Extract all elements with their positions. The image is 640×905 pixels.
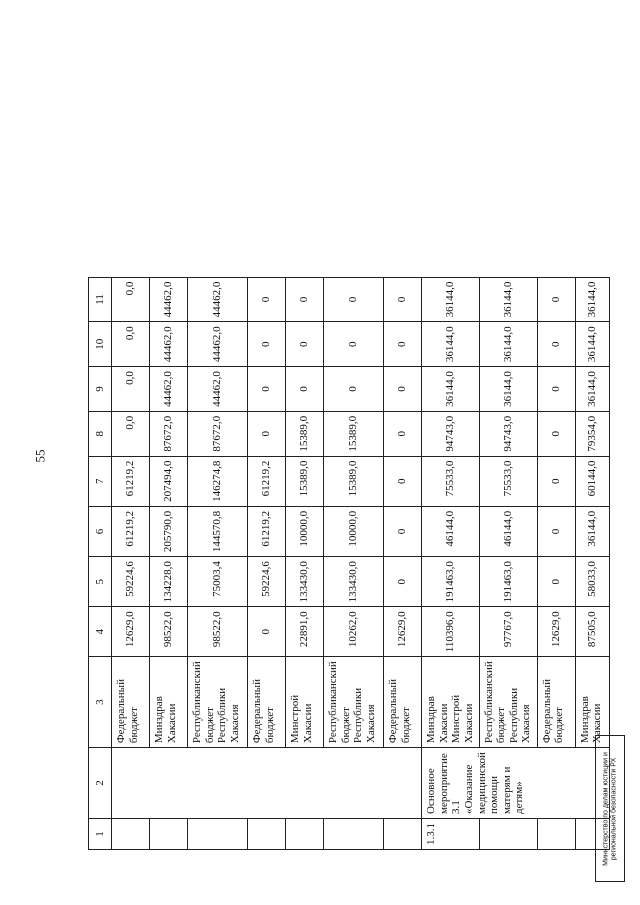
value-cell: 46144,0 [422,506,480,556]
value-cell: 0 [384,456,422,506]
value-cell: 0 [384,557,422,607]
value-cell: 15389,0 [324,411,384,456]
value-cell: 87672,0 [150,411,188,456]
value-cell: 36144,0 [422,322,480,367]
value-cell: 191463,0 [479,557,537,607]
value-cell: 46144,0 [479,506,537,556]
header-cell: 6 [89,506,112,556]
value-cell: 110396,0 [422,607,480,657]
value-cell: 133430,0 [324,557,384,607]
value-cell: 59224,6 [248,557,286,607]
budget-table [88,277,610,850]
row-number-cell [324,819,384,850]
value-cell: 61219,2 [248,456,286,506]
value-cell: 36144,0 [479,277,537,322]
value-cell: 60144,0 [575,456,609,506]
value-cell: 87672,0 [188,411,248,456]
value-cell: 133430,0 [286,557,324,607]
source-cell: Минздрав Хакасии [150,657,188,748]
source-cell: Минстрой Хакасии [286,657,324,748]
source-cell: Минздрав Хакасии [575,657,609,748]
source-cell: Республиканский бюджет Республики Хакасия [324,657,384,748]
table-body [89,277,610,849]
value-cell: 61219,2 [248,506,286,556]
value-cell: 44462,0 [188,277,248,322]
value-cell: 0 [286,322,324,367]
value-cell: 94743,0 [422,411,480,456]
value-cell: 0 [384,411,422,456]
row-number-cell [188,819,248,850]
value-cell: 0 [537,557,575,607]
value-cell: 94743,0 [479,411,537,456]
table-row [422,277,480,849]
value-cell: 0 [537,277,575,322]
value-cell: 44462,0 [150,277,188,322]
value-cell: 146274,8 [188,456,248,506]
value-cell: 58033,0 [575,557,609,607]
value-cell: 36144,0 [575,506,609,556]
header-cell: 11 [89,277,112,322]
value-cell: 0 [286,277,324,322]
source-cell: Республиканский бюджет Республики Хакасия [479,657,537,748]
header-cell: 7 [89,456,112,506]
value-cell: 205790,0 [150,506,188,556]
value-cell: 36144,0 [575,367,609,412]
value-cell: 0 [537,367,575,412]
value-cell: 191463,0 [422,557,480,607]
stamp-text: Министерство по делам юстиции и региональной безопасности РХ [602,751,617,866]
measure-cell [112,748,422,819]
value-cell: 134228,0 [150,557,188,607]
value-cell: 22891,0 [286,607,324,657]
row-number-cell [150,819,188,850]
value-cell: 0 [384,506,422,556]
value-cell: 97767,0 [479,607,537,657]
value-cell: 0 [384,277,422,322]
row-number-cell [286,819,324,850]
registration-stamp [595,735,625,882]
value-cell: 0 [248,322,286,367]
value-cell: 0 [324,367,384,412]
value-cell: 0 [384,367,422,412]
value-cell: 36144,0 [422,277,480,322]
value-cell: 0 [248,277,286,322]
header-cell: 8 [89,411,112,456]
row-number-cell [479,819,537,850]
value-cell: 15389,0 [286,411,324,456]
header-row [89,277,112,849]
header-cell: 3 [89,657,112,748]
value-cell: 10262,0 [324,607,384,657]
table-row [112,277,150,849]
source-cell: Федеральный бюджет [384,657,422,748]
value-cell: 0 [537,456,575,506]
value-cell: 75533,0 [479,456,537,506]
value-cell: 79354,0 [575,411,609,456]
value-cell: 61219,2 [112,506,150,556]
header-cell: 10 [89,322,112,367]
value-cell: 44462,0 [150,322,188,367]
header-cell: 2 [89,748,112,819]
value-cell: 59224,6 [112,557,150,607]
value-cell: 0 [286,367,324,412]
row-number-cell [537,819,575,850]
value-cell: 61219,2 [112,456,150,506]
value-cell: 0 [248,607,286,657]
value-cell: 12629,0 [537,607,575,657]
row-number-cell [248,819,286,850]
value-cell: 10000,0 [286,506,324,556]
header-cell: 9 [89,367,112,412]
header-cell: 5 [89,557,112,607]
value-cell: 0 [248,411,286,456]
value-cell: 44462,0 [150,367,188,412]
value-cell: 0,0 [112,367,150,412]
value-cell: 12629,0 [384,607,422,657]
value-cell: 36144,0 [575,322,609,367]
header-cell: 4 [89,607,112,657]
row-number-cell [112,819,150,850]
value-cell: 15389,0 [324,456,384,506]
value-cell: 10000,0 [324,506,384,556]
value-cell: 36144,0 [479,322,537,367]
row-number-cell [384,819,422,850]
value-cell: 0 [248,367,286,412]
value-cell: 15389,0 [286,456,324,506]
value-cell: 0,0 [112,322,150,367]
measure-cell: Основное мероприятие 3.1 «Оказание медицинской помощи матерям и детям» [422,748,610,819]
value-cell: 0,0 [112,411,150,456]
value-cell: 12629,0 [112,607,150,657]
value-cell: 36144,0 [575,277,609,322]
value-cell: 36144,0 [422,367,480,412]
source-cell: Минздрав Хакасии Минстрой Хакасии [422,657,480,748]
value-cell: 207494,0 [150,456,188,506]
value-cell: 0 [324,277,384,322]
value-cell: 0,0 [112,277,150,322]
value-cell: 0 [537,506,575,556]
value-cell: 36144,0 [479,367,537,412]
source-cell: Федеральный бюджет [112,657,150,748]
header-cell: 1 [89,819,112,850]
value-cell: 0 [384,322,422,367]
source-cell: Федеральный бюджет [248,657,286,748]
value-cell: 75003,4 [188,557,248,607]
value-cell: 0 [537,322,575,367]
value-cell: 87505,0 [575,607,609,657]
page-number: 55 [32,449,48,463]
value-cell: 44462,0 [188,322,248,367]
value-cell: 0 [537,411,575,456]
source-cell: Республиканский бюджет Республики Хакасия [188,657,248,748]
value-cell: 98522,0 [150,607,188,657]
value-cell: 98522,0 [188,607,248,657]
source-cell: Федеральный бюджет [537,657,575,748]
row-number-cell: 1.3.1 [422,819,480,850]
value-cell: 44462,0 [188,367,248,412]
value-cell: 144570,8 [188,506,248,556]
value-cell: 0 [324,322,384,367]
value-cell: 75533,0 [422,456,480,506]
